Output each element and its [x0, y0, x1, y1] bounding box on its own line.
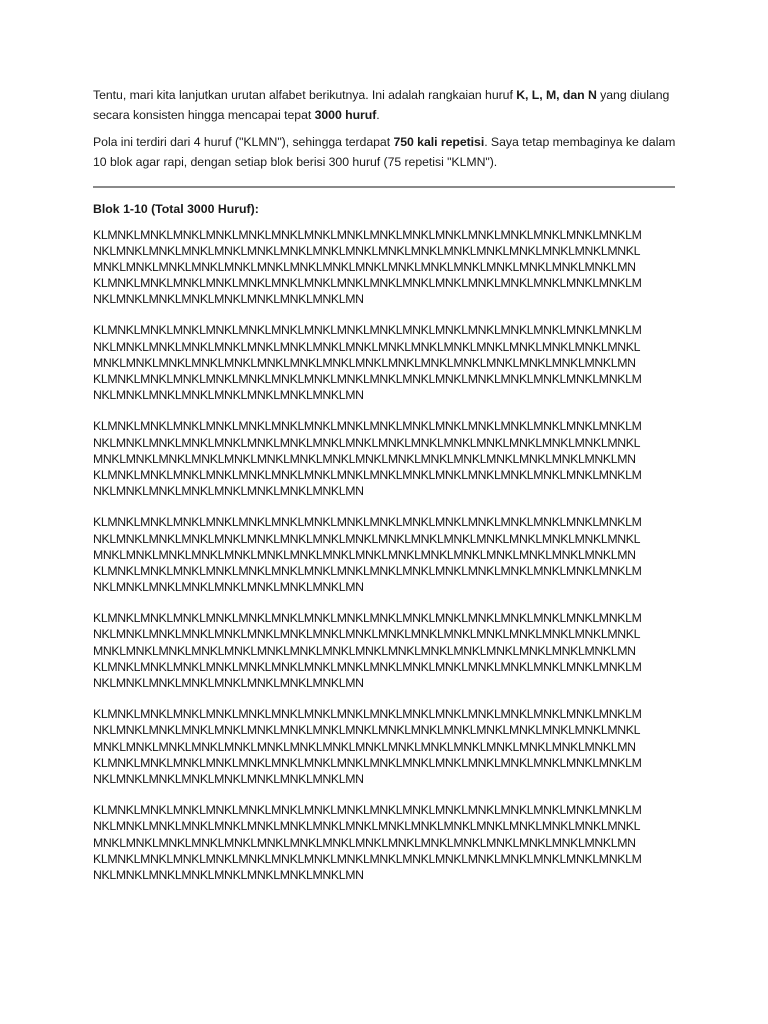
letter-block-line: NKLMNKLMNKLMNKLMNKLMNKLMNKLMNKLMNKLMNKLMNKLMNKLMNKLMNKLMNKLMNKLMNKL	[93, 339, 641, 354]
letter-block-line: KLMNKLMNKLMNKLMNKLMNKLMNKLMNKLMNKLMNKLMNKLMNKLMNKLMNKLMNKLMNKLMNKLM	[93, 371, 642, 386]
letter-block-line: KLMNKLMNKLMNKLMNKLMNKLMNKLMNKLMNKLMNKLMNKLMNKLMNKLMNKLMNKLMNKLMNKLM	[93, 851, 642, 866]
intro-p1-text-3: .	[376, 107, 380, 122]
letter-block	[93, 227, 683, 307]
letter-block-line: MNKLMNKLMNKLMNKLMNKLMNKLMNKLMNKLMNKLMNKLMNKLMNKLMNKLMNKLMNKLMNKLMN	[93, 739, 636, 754]
letter-block-line: NKLMNKLMNKLMNKLMNKLMNKLMNKLMNKLMN	[93, 579, 364, 594]
letter-block-line: NKLMNKLMNKLMNKLMNKLMNKLMNKLMNKLMNKLMNKLMNKLMNKLMNKLMNKLMNKLMNKLMNKL	[93, 435, 641, 450]
letter-block	[93, 802, 683, 882]
letter-block-line: KLMNKLMNKLMNKLMNKLMNKLMNKLMNKLMNKLMNKLMNKLMNKLMNKLMNKLMNKLMNKLMNKLM	[93, 659, 642, 674]
letter-block	[93, 706, 683, 786]
letter-block-line: NKLMNKLMNKLMNKLMNKLMNKLMNKLMNKLMN	[93, 291, 364, 306]
letter-block-line: MNKLMNKLMNKLMNKLMNKLMNKLMNKLMNKLMNKLMNKLMNKLMNKLMNKLMNKLMNKLMNKLMN	[93, 835, 636, 850]
intro-p2-text-1: Pola ini terdiri dari 4 huruf ("KLMN"), sehingga terdapat	[93, 135, 394, 149]
letter-block-line: KLMNKLMNKLMNKLMNKLMNKLMNKLMNKLMNKLMNKLMNKLMNKLMNKLMNKLMNKLMNKLMNKLM	[93, 467, 642, 482]
letter-block-line: NKLMNKLMNKLMNKLMNKLMNKLMNKLMNKLMNKLMNKLMNKLMNKLMNKLMNKLMNKLMNKLMNKL	[93, 819, 641, 834]
letter-block-line: NKLMNKLMNKLMNKLMNKLMNKLMNKLMNKLMNKLMNKLMNKLMNKLMNKLMNKLMNKLMNKLMNKL	[93, 531, 641, 546]
section-title: Blok 1-10 (Total 3000 Huruf):	[93, 202, 259, 216]
letter-block-line: KLMNKLMNKLMNKLMNKLMNKLMNKLMNKLMNKLMNKLMNKLMNKLMNKLMNKLMNKLMNKLMNKLM	[93, 707, 642, 722]
letter-block-line: MNKLMNKLMNKLMNKLMNKLMNKLMNKLMNKLMNKLMNKLMNKLMNKLMNKLMNKLMNKLMNKLMN	[93, 259, 636, 274]
intro-p1-bold-count: 3000 huruf	[314, 107, 377, 122]
letter-blocks	[93, 227, 683, 883]
horizontal-divider	[93, 186, 675, 188]
letter-block-line: KLMNKLMNKLMNKLMNKLMNKLMNKLMNKLMNKLMNKLMNKLMNKLMNKLMNKLMNKLMNKLMNKLM	[93, 227, 642, 242]
letter-block-line: KLMNKLMNKLMNKLMNKLMNKLMNKLMNKLMNKLMNKLMNKLMNKLMNKLMNKLMNKLMNKLMNKLM	[93, 803, 642, 818]
intro-p1-bold-letters: K, L, M, dan N	[516, 88, 597, 102]
letter-block-line: NKLMNKLMNKLMNKLMNKLMNKLMNKLMNKLMN	[93, 675, 364, 690]
letter-block-line: NKLMNKLMNKLMNKLMNKLMNKLMNKLMNKLMNKLMNKLMNKLMNKLMNKLMNKLMNKLMNKLMNKL	[93, 723, 641, 738]
intro-p1-text-2: yang diulang secara konsisten hingga mencapai tepat	[93, 88, 670, 122]
letter-block-line: NKLMNKLMNKLMNKLMNKLMNKLMNKLMNKLMN	[93, 771, 364, 786]
letter-block-line: NKLMNKLMNKLMNKLMNKLMNKLMNKLMNKLMNKLMNKLMNKLMNKLMNKLMNKLMNKLMNKLMNKL	[93, 627, 641, 642]
letter-block-line: MNKLMNKLMNKLMNKLMNKLMNKLMNKLMNKLMNKLMNKLMNKLMNKLMNKLMNKLMNKLMNKLMN	[93, 643, 636, 658]
letter-block	[93, 418, 683, 498]
letter-block-line: NKLMNKLMNKLMNKLMNKLMNKLMNKLMNKLMN	[93, 387, 364, 402]
letter-block-line: KLMNKLMNKLMNKLMNKLMNKLMNKLMNKLMNKLMNKLMNKLMNKLMNKLMNKLMNKLMNKLMNKLM	[93, 323, 642, 338]
letter-block-line: KLMNKLMNKLMNKLMNKLMNKLMNKLMNKLMNKLMNKLMNKLMNKLMNKLMNKLMNKLMNKLMNKLM	[93, 755, 642, 770]
letter-block-line: MNKLMNKLMNKLMNKLMNKLMNKLMNKLMNKLMNKLMNKLMNKLMNKLMNKLMNKLMNKLMNKLMN	[93, 355, 636, 370]
intro-paragraph-1	[93, 86, 683, 125]
letter-block	[93, 610, 683, 690]
letter-block-line: MNKLMNKLMNKLMNKLMNKLMNKLMNKLMNKLMNKLMNKLMNKLMNKLMNKLMNKLMNKLMNKLMN	[93, 547, 636, 562]
letter-block-line: KLMNKLMNKLMNKLMNKLMNKLMNKLMNKLMNKLMNKLMNKLMNKLMNKLMNKLMNKLMNKLMNKLM	[93, 275, 642, 290]
letter-block-line: NKLMNKLMNKLMNKLMNKLMNKLMNKLMNKLMN	[93, 867, 364, 882]
letter-block-line: KLMNKLMNKLMNKLMNKLMNKLMNKLMNKLMNKLMNKLMNKLMNKLMNKLMNKLMNKLMNKLMNKLM	[93, 611, 642, 626]
intro-paragraph-2	[93, 133, 683, 172]
letter-block	[93, 322, 683, 402]
letter-block-line: NKLMNKLMNKLMNKLMNKLMNKLMNKLMNKLMNKLMNKLMNKLMNKLMNKLMNKLMNKLMNKLMNKL	[93, 243, 641, 258]
letter-block-line: MNKLMNKLMNKLMNKLMNKLMNKLMNKLMNKLMNKLMNKLMNKLMNKLMNKLMNKLMNKLMNKLMN	[93, 451, 636, 466]
intro-p2-bold-repetitions: 750 kali repetisi	[393, 135, 485, 149]
letter-block-line: KLMNKLMNKLMNKLMNKLMNKLMNKLMNKLMNKLMNKLMNKLMNKLMNKLMNKLMNKLMNKLMNKLM	[93, 419, 642, 434]
letter-block-line: KLMNKLMNKLMNKLMNKLMNKLMNKLMNKLMNKLMNKLMNKLMNKLMNKLMNKLMNKLMNKLMNKLM	[93, 563, 642, 578]
letter-block-line: KLMNKLMNKLMNKLMNKLMNKLMNKLMNKLMNKLMNKLMNKLMNKLMNKLMNKLMNKLMNKLMNKLM	[93, 515, 642, 530]
document-page	[93, 86, 683, 883]
letter-block-line: NKLMNKLMNKLMNKLMNKLMNKLMNKLMNKLMN	[93, 483, 364, 498]
intro-p1-text-1: Tentu, mari kita lanjutkan urutan alfabet berikutnya. Ini adalah rangkaian huruf	[93, 88, 517, 102]
letter-block	[93, 514, 683, 594]
intro-p2-text-2: . Saya tetap membaginya ke dalam 10 blok agar rapi, dengan setiap blok berisi 300 huruf (75 repetisi "KLMN").	[93, 135, 676, 169]
